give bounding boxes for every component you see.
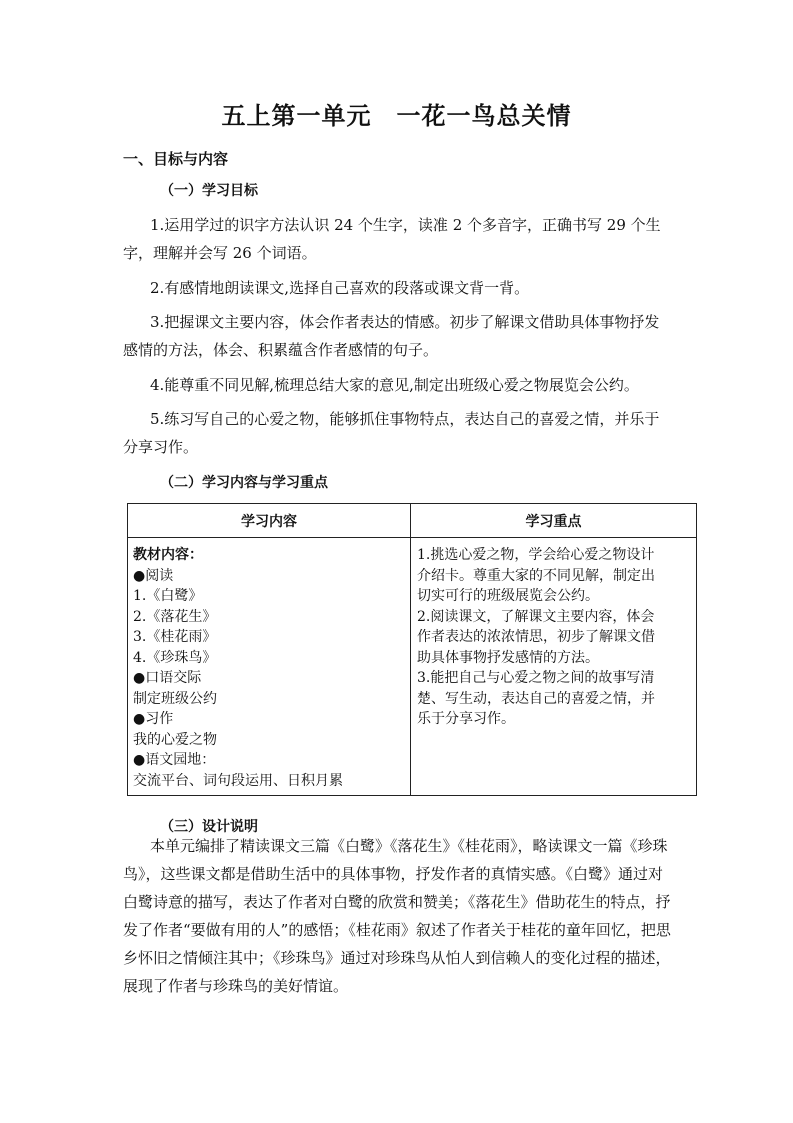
list-item: ●语文园地： bbox=[133, 752, 216, 768]
list-item: 交流平台、词句段运用、日积月累 bbox=[133, 772, 343, 789]
list-item: 2.《落花生》 bbox=[133, 608, 217, 625]
content-table bbox=[127, 503, 697, 796]
table-header-content: 学习内容 bbox=[128, 504, 411, 538]
focus-line: 乐于分享习作。 bbox=[417, 711, 515, 727]
list-item: ●习作 bbox=[133, 711, 174, 727]
list-item: ●阅读 bbox=[133, 567, 174, 584]
page-title: 五上第一单元 一花一鸟总关情 bbox=[221, 102, 572, 130]
subheading-learning-content: （二）学习内容与学习重点 bbox=[160, 475, 328, 491]
goal-item-5: 5.练习写自己的心爱之物，能够抓住事物特点，表达自己的喜爱之情，并乐于分享习作。 bbox=[123, 410, 660, 456]
goal-item-3: 3.把握课文主要内容，体会作者表达的情感。初步了解课文借助具体事物抒发感情的方法，体会、积累蕴含作者感情的句子。 bbox=[123, 313, 660, 359]
list-item: 3.《桂花雨》 bbox=[133, 629, 217, 645]
list-item: 制定班级公约 bbox=[133, 690, 217, 707]
table-header-focus: 学习重点 bbox=[411, 504, 697, 538]
list-item: 我的心爱之物 bbox=[133, 731, 217, 748]
focus-line: 3.能把自己与心爱之物之间的故事写清 bbox=[417, 670, 655, 686]
subheading-design-notes: （三）设计说明 bbox=[160, 819, 258, 835]
list-item: 1.《白鹭》 bbox=[133, 588, 203, 604]
table-cell-focus bbox=[411, 538, 697, 796]
table-cell-content bbox=[128, 538, 411, 796]
list-item: ●口语交际 bbox=[133, 670, 202, 686]
table-header-row bbox=[128, 504, 697, 538]
goal-item-4: 4.能尊重不同见解,梳理总结大家的意见,制定出班级心爱之物展览会公约。 bbox=[150, 376, 639, 394]
focus-line: 助具体事物抒发感情的方法。 bbox=[417, 649, 599, 666]
subheading-learning-goals: （一）学习目标 bbox=[160, 183, 258, 199]
textbook-content-label: 教材内容： bbox=[133, 547, 203, 563]
focus-line: 2.阅读课文，了解课文主要内容，体会 bbox=[417, 608, 655, 625]
section-heading-goals-content: 一、目标与内容 bbox=[123, 150, 229, 168]
table-row bbox=[128, 538, 697, 796]
focus-line: 介绍卡。尊重大家的不同见解，制定出 bbox=[417, 567, 655, 584]
design-notes-paragraph: 本单元编排了精读课文三篇《白鹭》《落花生》《桂花雨》，略读课文一篇《珍珠鸟》，这些课文都是借助生活中的具体事物，抒发作者的真情实感。《白鹭》通过对白鹭诗意的描写，表达了作者对白鹭的欣赏和赞美；《落花生》借助花生的特点，抒发了作者“要做有用的人”的感悟；《桂花雨》叙述了作者关于桂花的童年回忆，把思乡怀旧之情倾注其中；《珍珠鸟》通过对珍珠鸟从怕人到信赖人的变化过程的描述，展现了作者与珍珠鸟的美好情谊。 bbox=[123, 837, 671, 995]
focus-line: 楚、写生动，表达自己的喜爱之情，并 bbox=[417, 690, 655, 707]
focus-line: 作者表达的浓浓情思，初步了解课文借 bbox=[417, 629, 655, 645]
goal-item-2: 2.有感情地朗读课文,选择自己喜欢的段落或课文背一背。 bbox=[150, 279, 530, 297]
goal-item-1: 1.运用学过的识字方法认识 24 个生字，读准 2 个多音字，正确书写 29 个生字，理解并会写 26 个词语。 bbox=[123, 216, 661, 262]
focus-line: 切实可行的班级展览会公约。 bbox=[417, 588, 599, 604]
list-item: 4.《珍珠鸟》 bbox=[133, 649, 217, 666]
focus-line: 1.挑选心爱之物，学会给心爱之物设计 bbox=[417, 547, 655, 563]
